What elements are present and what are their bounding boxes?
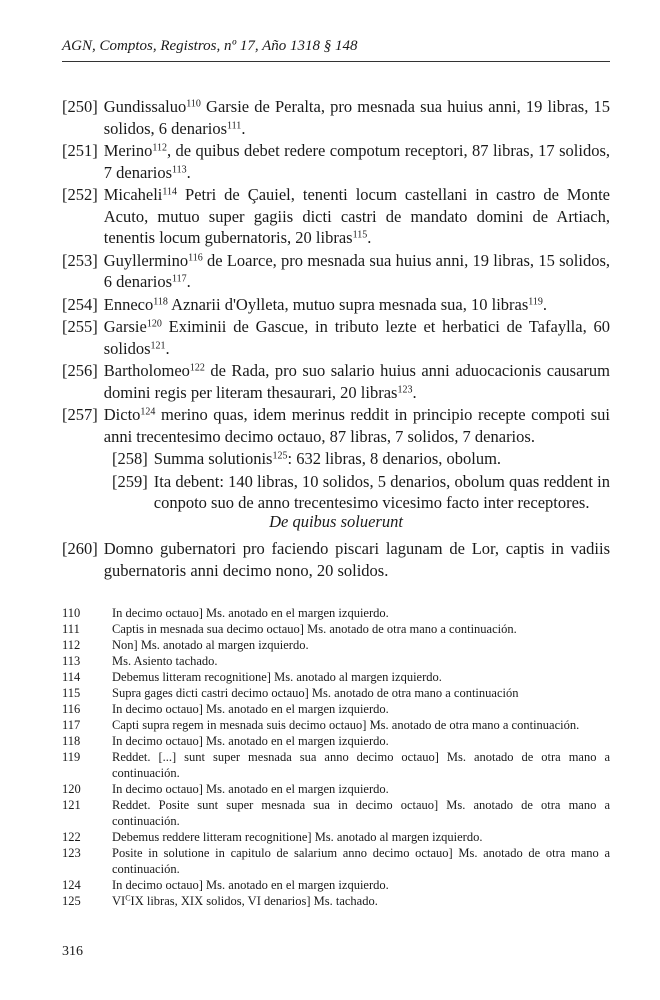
entry-text-run: Merino <box>103 141 153 160</box>
entry-253 <box>62 250 610 293</box>
entry-number: [255] <box>62 317 98 336</box>
footnote-number: 113 <box>62 654 81 668</box>
entry-text <box>104 96 610 139</box>
section-title: De quibus soluerunt <box>269 512 403 531</box>
footnote-120 <box>62 781 610 797</box>
entry-text-run: Aznarii d'Oylleta, mutuo supra mesnada sua, 10 libras <box>167 294 529 314</box>
entry-number: [252] <box>62 185 98 204</box>
entry-number: [253] <box>62 250 98 270</box>
footnote-121 <box>62 797 610 829</box>
footnote-number: 115 <box>62 686 81 700</box>
footnote-text: Debemus reddere litteram recognitione] Ms. anotado al margen izquierdo. <box>112 830 483 844</box>
footnote-text: In decimo octauo] Ms. anotado en el margen izquierdo. <box>112 702 389 716</box>
entry-number: [250] <box>62 97 98 116</box>
footnote-ref: 115 <box>352 229 368 241</box>
entry-text-run: Garsie de Peralta, pro mesnada sua huius anni, 19 libras, 15 solidos, 6 denarios <box>103 97 610 138</box>
footnote-111 <box>62 621 610 637</box>
footnote-ref: 110 <box>186 98 201 110</box>
footnote-ref: 118 <box>153 296 168 307</box>
footnote-ref: 117 <box>172 273 187 285</box>
entry-text-run: . <box>165 338 170 358</box>
entry-text-run: . <box>542 294 548 314</box>
entry-text-run: Bartholomeo <box>103 361 190 380</box>
entry-text-run: Domno gubernatori pro faciendo piscari lagunam de Lor, captis in vadiis gubernatoris anni decimo nono, 20 solidos. <box>103 539 610 580</box>
entry-text-run: . <box>241 118 246 138</box>
footnotes <box>62 605 610 909</box>
footnote-number: 114 <box>62 670 81 684</box>
entry-text-run: merino quas, idem merinus reddit in principio recepte compoti sui anni trecentesimo decimo octauo, 87 libras, 7 solidos, 7 denarios. <box>103 405 610 446</box>
entry-text-run: Enneco <box>103 294 154 314</box>
footnote-text: Reddet. [...] sunt super mesnada sua anno decimo octauo] Ms. anotado de otra mano a continuación. <box>112 750 610 780</box>
entry-257 <box>62 404 610 447</box>
entry-text <box>104 360 610 403</box>
entry-text <box>104 316 610 359</box>
footnote-ref: 125 <box>272 450 288 462</box>
footnote-number: 110 <box>62 606 81 620</box>
footnote-125 <box>62 893 610 909</box>
footnote-ref: 111 <box>227 120 242 131</box>
footnote-number: 124 <box>62 878 81 892</box>
footnote-110 <box>62 605 610 621</box>
footnote-number: 111 <box>62 622 80 636</box>
footnote-ref: 113 <box>172 164 187 175</box>
footnote-text: In decimo octauo] Ms. anotado en el margen izquierdo. <box>112 878 389 892</box>
footnote-ref: 114 <box>162 186 178 198</box>
footnote-text: In decimo octauo] Ms. anotado en el margen izquierdo. <box>112 606 389 620</box>
footnote-text-run: VI <box>112 894 126 908</box>
entry-text-run: : 632 libras, 8 denarios, obolum. <box>287 449 502 468</box>
entry-259 <box>112 471 610 514</box>
footnote-text: Posite in solutione in capitulo de salarium anno decimo octauo] Ms. anotado de otra mano a continuación. <box>112 846 610 876</box>
entry-text-run: . <box>186 272 191 291</box>
footnote-124 <box>62 877 610 893</box>
footnote-text: Capti supra regem in mesnada suis decimo octauo] Ms. anotado de otra mano a continuación. <box>112 718 580 732</box>
entry-text <box>154 448 610 470</box>
page-number: 316 <box>62 944 83 959</box>
entry-254 <box>62 294 610 316</box>
entry-text-run: Garsie <box>103 317 147 336</box>
entries-list-2 <box>62 538 610 582</box>
entry-text-run: de Rada, pro suo salario huius anni aduocacionis causarum domini regis per literam thesaurari, 20 libras <box>103 361 610 402</box>
footnote-ref: 122 <box>189 362 205 374</box>
footnote-ref: 121 <box>150 340 166 351</box>
footnote-112 <box>62 637 610 653</box>
entry-number: [260] <box>62 539 98 558</box>
footnote-113 <box>62 653 610 669</box>
footnote-number: 116 <box>62 702 81 716</box>
entry-text-run: Ita debent: 140 libras, 10 solidos, 5 denarios, obolum quas reddent in conpoto suo de anno trecentesimo vicesimo facto inter receptores. <box>153 471 610 512</box>
entry-text-run: Micaheli <box>103 185 163 204</box>
footnote-number: 125 <box>62 894 81 908</box>
entry-text-run: . <box>367 228 372 247</box>
footnote-number: 117 <box>62 718 81 732</box>
footnote-123 <box>62 845 610 877</box>
footnote-number: 119 <box>62 750 81 764</box>
entry-text-run: , de quibus debet redere compotum receptori, 87 libras, 17 solidos, 7 denarios <box>103 141 610 182</box>
entry-number: [256] <box>62 361 98 380</box>
entry-text-run: Gundissaluo <box>103 97 187 116</box>
entry-text-run: Summa solutionis <box>153 449 273 468</box>
footnote-text: Debemus litteram recognitione] Ms. anotado al margen izquierdo. <box>112 670 442 684</box>
entry-number: [254] <box>62 294 98 314</box>
entry-text <box>154 471 610 514</box>
entry-251 <box>62 140 610 183</box>
entry-text-run: Dicto <box>103 405 141 424</box>
footnote-text: Reddet. Posite sunt super mesnada sua in decimo octauo] Ms. anotado de otra mano a continuación. <box>112 798 610 828</box>
footnote-number: 122 <box>62 830 81 844</box>
entry-text-run: Guyllermino <box>103 250 189 270</box>
footnote-number: 112 <box>62 638 81 652</box>
entry-text-run: Petri de Çauiel, tenenti locum castellani in castro de Monte Acuto, mutuo super gagiis dicti castri de mandato domini de Artiach, tenentis locum gubernatoris, 20 libras <box>103 185 610 247</box>
entry-text-run: . <box>412 382 417 402</box>
footnote-ref: 116 <box>188 252 203 263</box>
footnote-text: In decimo octauo] Ms. anotado en el margen izquierdo. <box>112 734 389 748</box>
footnote-text: Supra gages dicti castri decimo octauo] Ms. anotado de otra mano a continuación <box>112 686 519 700</box>
superscript: C <box>125 893 131 903</box>
footnote-text: In decimo octauo] Ms. anotado en el margen izquierdo. <box>112 782 389 796</box>
footnote-ref: 120 <box>146 318 162 330</box>
entry-text-run: Eximinii de Gascue, in tributo lezte et herbatici de Tafaylla, 60 solidos <box>103 317 610 358</box>
header-rule <box>62 61 610 62</box>
entry-text-run: de Loarce, pro mesnada sua huius anni, 19 libras, 15 solidos, 6 denarios <box>103 250 610 291</box>
footnote-ref: 124 <box>140 406 156 418</box>
entry-250 <box>62 96 610 139</box>
footnote-number: 121 <box>62 798 81 812</box>
footnote-122 <box>62 829 610 845</box>
footnote-text: Captis in mesnada sua decimo octauo] Ms. anotado de otra mano a continuación. <box>112 622 517 636</box>
running-header: AGN, Comptos, Registros, nº 17, Año 1318 § 148 <box>62 38 358 54</box>
footnote-117 <box>62 717 610 733</box>
footnote-number: 118 <box>62 734 81 748</box>
entry-255 <box>62 316 610 359</box>
entry-text <box>104 140 610 183</box>
footnote-114 <box>62 669 610 685</box>
entries-list <box>62 96 610 515</box>
footnote-116 <box>62 701 610 717</box>
footnote-text: Ms. Asiento tachado. <box>112 654 218 668</box>
footnote-number: 123 <box>62 846 81 860</box>
footnote-115 <box>62 685 610 701</box>
footnote-ref: 123 <box>397 384 413 395</box>
entry-text-run: . <box>186 162 191 182</box>
entry-number: [257] <box>62 405 98 424</box>
footnote-text: Non] Ms. anotado al margen izquierdo. <box>112 638 309 652</box>
footnote-number: 120 <box>62 782 81 796</box>
footnote-text <box>112 893 610 909</box>
footnote-ref: 119 <box>528 296 543 307</box>
entry-text <box>104 184 610 249</box>
footnote-ref: 112 <box>152 142 167 154</box>
entry-text <box>104 250 610 293</box>
entry-number: [259] <box>112 471 148 491</box>
entry-number: [258] <box>112 449 148 468</box>
footnote-118 <box>62 733 610 749</box>
entry-text <box>104 404 610 447</box>
entry-256 <box>62 360 610 403</box>
entry-text <box>104 294 610 316</box>
entry-260 <box>62 538 610 581</box>
footnote-119 <box>62 749 610 781</box>
entry-258 <box>112 448 610 470</box>
entry-252 <box>62 184 610 249</box>
entry-number: [251] <box>62 141 98 160</box>
footnote-text-run: IX libras, XIX solidos, VI denarios] Ms. tachado. <box>130 894 378 908</box>
entry-text <box>104 538 610 581</box>
